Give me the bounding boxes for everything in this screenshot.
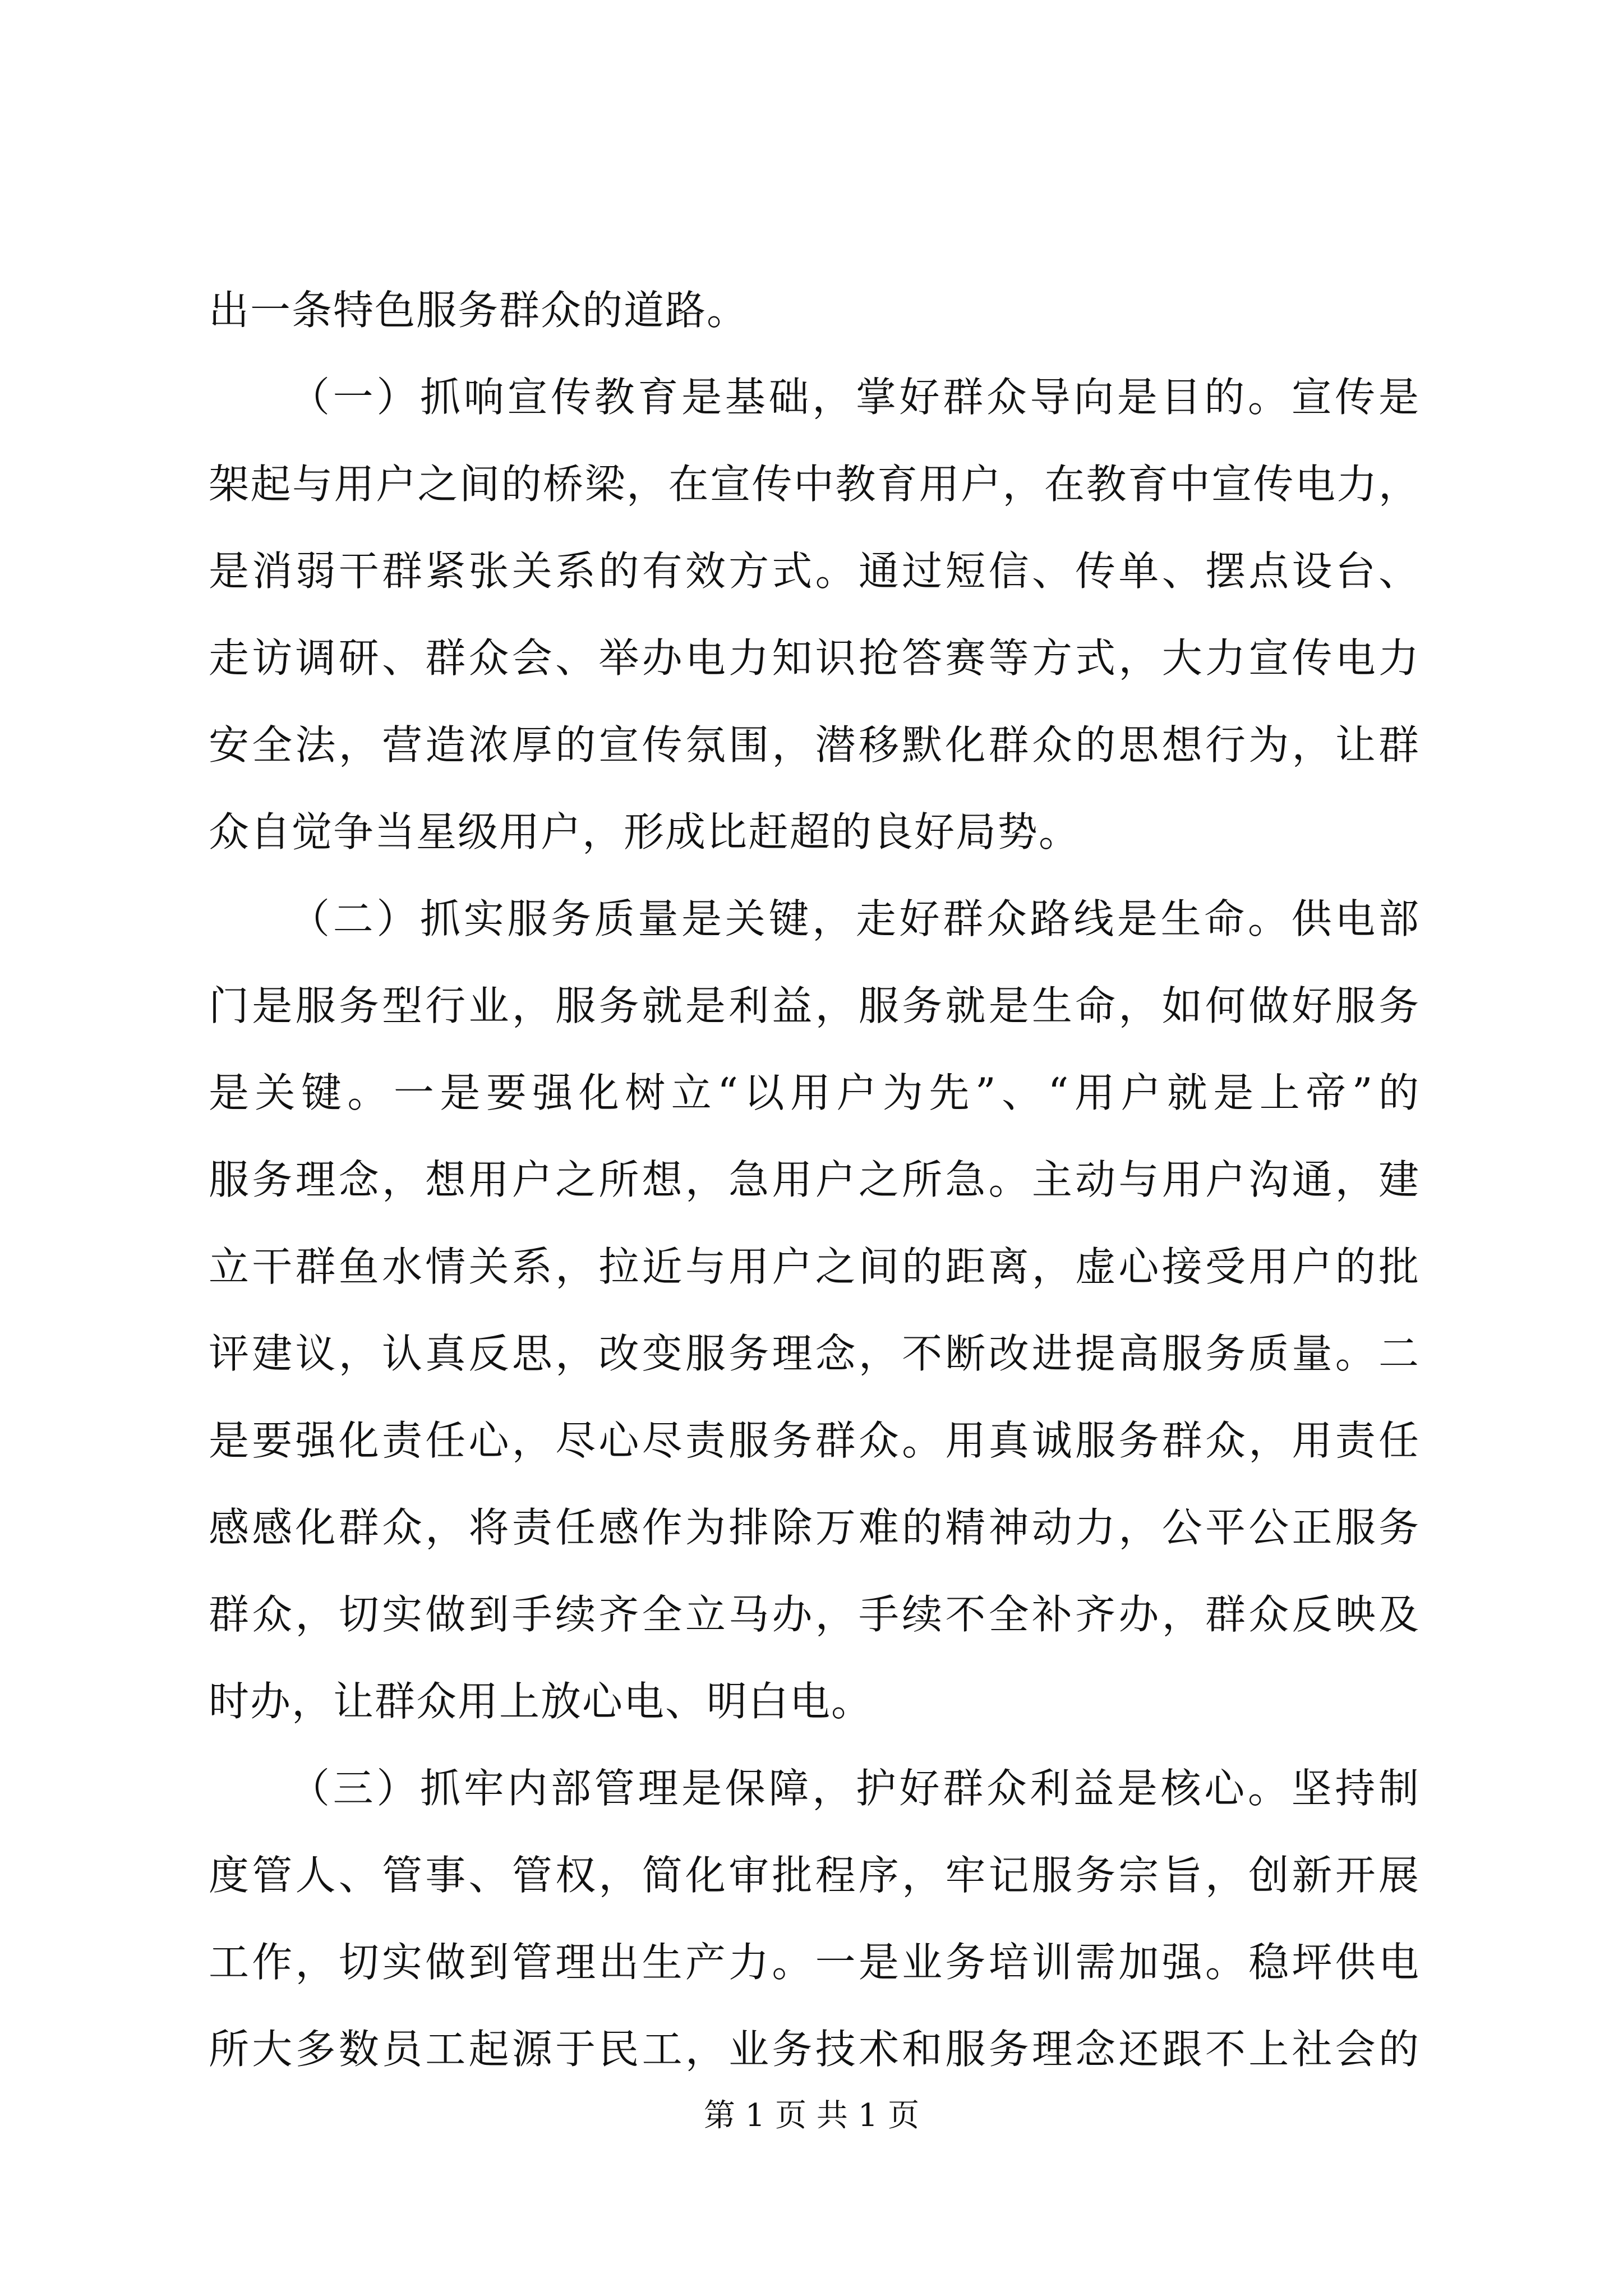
page-footer	[0, 2096, 1623, 2136]
text-line: 是关键。一是要强化树立“以用户为先”、“用户就是上帝”的	[209, 1069, 1420, 1116]
text-line: 是要强化责任心，尽心尽责服务群众。用真诚服务群众，用责任	[209, 1417, 1420, 1464]
text-line: 安全法，营造浓厚的宣传氛围，潜移默化群众的思想行为，让群	[209, 721, 1420, 769]
text-line: 众自觉争当星级用户，形成比赶超的良好局势。	[209, 808, 1081, 855]
text-line: 群众，切实做到手续齐全立马办，手续不全补齐办，群众反映及	[209, 1591, 1420, 1638]
text-line: （一）抓响宣传教育是基础，掌好群众导向是目的。宣传是	[289, 374, 1420, 421]
text-line: 架起与用户之间的桥梁，在宣传中教育用户，在教育中宣传电力，	[209, 461, 1420, 508]
text-line: 门是服务型行业，服务就是利益，服务就是生命，如何做好服务	[209, 982, 1420, 1029]
text-line: 感感化群众，将责任感作为排除万难的精神动力，公平公正服务	[209, 1504, 1420, 1551]
document-body	[209, 267, 1420, 2093]
text-line: 出一条特色服务群众的道路。	[209, 287, 749, 334]
text-line: 是消弱干群紧张关系的有效方式。通过短信、传单、摆点设台、	[209, 547, 1420, 595]
text-line: 立干群鱼水情关系，拉近与用户之间的距离，虚心接受用户的批	[209, 1243, 1420, 1290]
text-line: （二）抓实服务质量是关键，走好群众路线是生命。供电部	[289, 895, 1420, 942]
text-line: 走访调研、群众会、举办电力知识抢答赛等方式，大力宣传电力	[209, 634, 1420, 682]
text-line: 度管人、管事、管权，简化审批程序，牢记服务宗旨，创新开展	[209, 1852, 1420, 1899]
text-line: 所大多数员工起源于民工，业务技术和服务理念还跟不上社会的	[209, 2026, 1420, 2073]
page-number-label: 第 1 页 共 1 页	[703, 2097, 920, 2134]
text-line: 时办，让群众用上放心电、明白电。	[209, 1678, 873, 1725]
text-line: 评建议，认真反思，改变服务理念，不断改进提高服务质量。二	[209, 1330, 1420, 1377]
text-line: （三）抓牢内部管理是保障，护好群众利益是核心。坚持制	[289, 1765, 1420, 1812]
text-line: 服务理念，想用户之所想，急用户之所急。主动与用户沟通，建	[209, 1156, 1420, 1203]
text-line: 工作，切实做到管理出生产力。一是业务培训需加强。稳坪供电	[209, 1939, 1420, 1986]
